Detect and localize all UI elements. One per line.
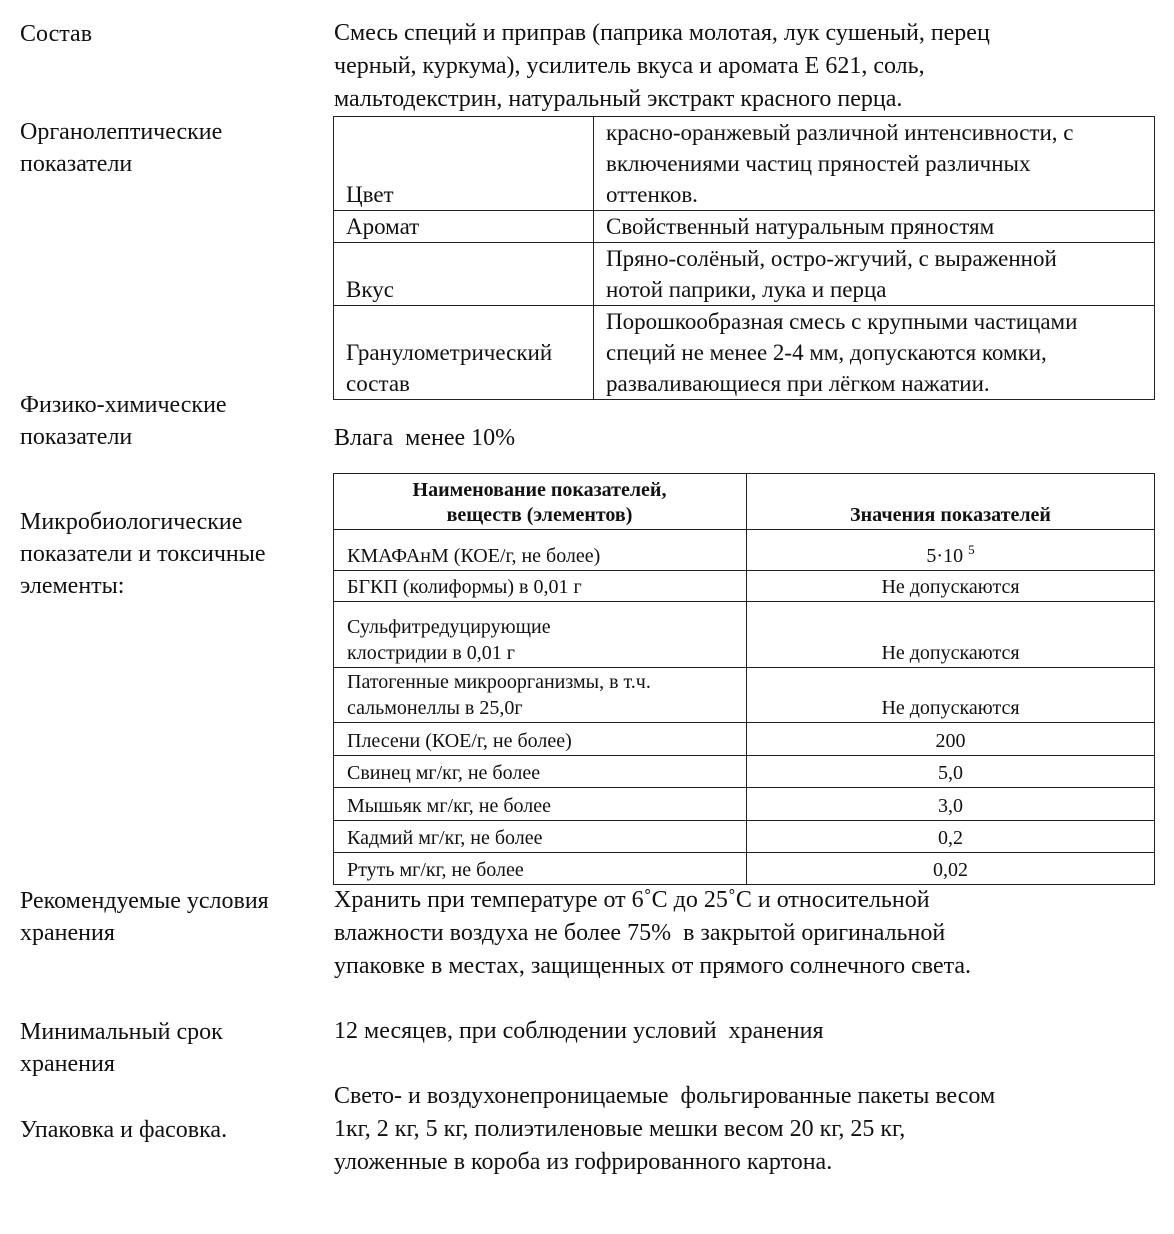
table-row [334,723,1155,756]
indicator-name: КМАФАнМ (КОЕ/г, не более) [334,530,747,571]
table-row [334,243,1155,306]
physchem-label: Физико-химические показатели [20,392,227,450]
column-header-value: Значения показателей [747,474,1155,530]
shelf-life-value: 12 месяцев, при соблюдении условий хранения [334,1018,824,1044]
micro-table [333,473,1155,885]
packaging-label: Упаковка и фасовка. [20,1117,228,1143]
indicator-name: Свинец мг/кг, не более [334,756,747,788]
shelf-life-label: Минимальный срок хранения [20,1019,223,1077]
indicator-value: 0,02 [747,853,1155,885]
indicator-name: Плесени (КОЕ/г, не более) [334,723,747,756]
table-row [334,602,1155,668]
indicator-value: Не допускаются [747,668,1155,723]
table-row [334,530,1155,571]
table-row [334,756,1155,788]
indicator-value: 3,0 [747,788,1155,821]
packaging-text: Свето- и воздухонепроницаемые фольгированные пакеты весом 1кг, 2 кг, 5 кг, полиэтиленовые мешки весом 20 кг, 25 кг, уложенные в короба из гофрированного картона. [334,1083,996,1175]
indicator-value: 5·10 $^5$ [747,530,1155,571]
table-row [334,821,1155,853]
indicator-value: Не допускаются [747,571,1155,602]
organoleptic-name: Вкус [334,243,594,306]
indicator-name: БГКП (колиформы) в 0,01 г [334,571,747,602]
storage-text: Хранить при температуре от 6˚С до 25˚С и относительной влажности воздуха не более 75% в закрытой оригинальной упаковке в местах, защищенных от прямого солнечного света. [334,887,972,979]
table-row [334,117,1155,211]
indicator-value: Не допускаются [747,602,1155,668]
table-row [334,571,1155,602]
storage-label: Рекомендуемые условия хранения [20,888,269,946]
table-row [334,788,1155,821]
indicator-name: Кадмий мг/кг, не более [334,821,747,853]
indicator-name: Ртуть мг/кг, не более [334,853,747,885]
indicator-name: Патогенные микроорганизмы, в т.ч. сальмонеллы в 25,0г [334,668,747,723]
indicator-name: Сульфитредуцирующие клостридии в 0,01 г [334,602,747,668]
column-header-name: Наименование показателей, веществ (элементов) [334,474,747,530]
table-header-row [334,474,1155,530]
table-row [334,211,1155,243]
organoleptic-label: Органолептические показатели [20,119,223,177]
table-row [334,306,1155,400]
indicator-value: 5,0 [747,756,1155,788]
table-row [334,853,1155,885]
organoleptic-value: красно-оранжевый различной интенсивности, с включениями частиц пряностей различных оттенков. [594,117,1155,211]
organoleptic-name: Гранулометрический состав [334,306,594,400]
physchem-value: Влага менее 10% [334,425,516,451]
indicator-value: 0,2 [747,821,1155,853]
composition-text: Смесь специй и приправ (паприка молотая, лук сушеный, перец черный, куркума), усилитель вкуса и аромата Е 621, соль, мальтодекстрин, натуральный экстракт красного перца. [334,20,990,112]
organoleptic-table [333,116,1155,400]
composition-label: Состав [20,21,93,47]
organoleptic-value: Порошкообразная смесь с крупными частицами специй не менее 2-4 мм, допускаются комки, разваливающиеся при лёгком нажатии. [594,306,1155,400]
micro-label: Микробиологические показатели и токсичные элементы: [20,509,266,599]
organoleptic-name: Аромат [334,211,594,243]
organoleptic-value: Пряно-солёный, остро-жгучий, с выраженной нотой паприки, лука и перца [594,243,1155,306]
indicator-value: 200 [747,723,1155,756]
indicator-name: Мышьяк мг/кг, не более [334,788,747,821]
organoleptic-name: Цвет [334,117,594,211]
table-row [334,668,1155,723]
organoleptic-value: Свойственный натуральным пряностям [594,211,1155,243]
